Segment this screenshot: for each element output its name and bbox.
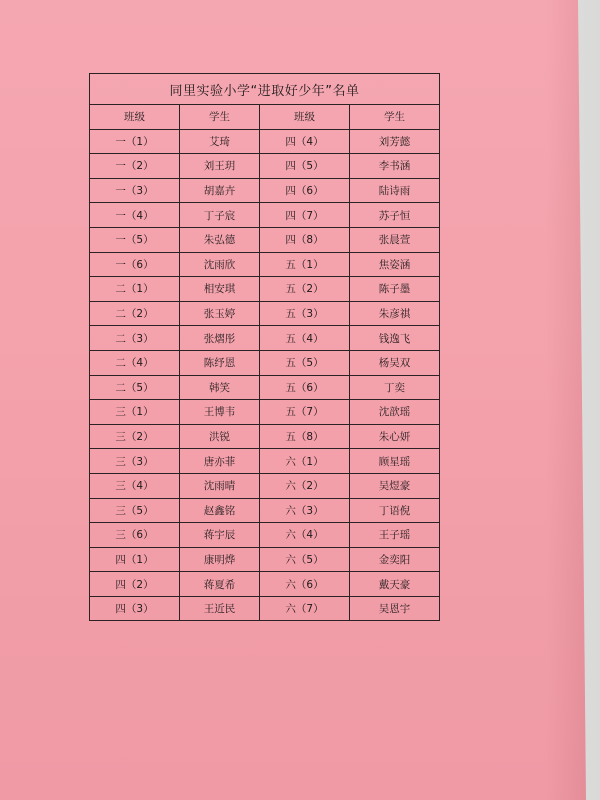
class-cell: 三（2） bbox=[90, 424, 180, 449]
student-cell: 赵鑫铭 bbox=[180, 498, 260, 523]
student-cell: 焦姿涵 bbox=[350, 252, 440, 277]
table-row bbox=[90, 375, 440, 400]
table-row bbox=[90, 277, 440, 302]
student-cell: 钱逸飞 bbox=[350, 326, 440, 351]
class-cell: 三（5） bbox=[90, 498, 180, 523]
class-cell: 五（5） bbox=[260, 350, 350, 375]
table-row bbox=[90, 498, 440, 523]
table-row bbox=[90, 301, 440, 326]
student-cell: 陈纾恩 bbox=[180, 350, 260, 375]
table-title: 同里实验小学“进取好少年”名单 bbox=[90, 74, 440, 105]
table-row bbox=[90, 129, 440, 154]
student-cell: 唐亦菲 bbox=[180, 449, 260, 474]
student-cell: 朱弘德 bbox=[180, 227, 260, 252]
class-cell: 三（4） bbox=[90, 473, 180, 498]
table-row bbox=[90, 473, 440, 498]
class-cell: 三（1） bbox=[90, 400, 180, 425]
class-cell: 四（3） bbox=[90, 596, 180, 621]
table-row bbox=[90, 154, 440, 179]
student-cell: 洪锐 bbox=[180, 424, 260, 449]
class-cell: 六（3） bbox=[260, 498, 350, 523]
table-row bbox=[90, 227, 440, 252]
student-cell: 李书涵 bbox=[350, 154, 440, 179]
student-cell: 顾星瑶 bbox=[350, 449, 440, 474]
class-cell: 六（5） bbox=[260, 547, 350, 572]
class-cell: 六（6） bbox=[260, 572, 350, 597]
table-row bbox=[90, 596, 440, 621]
class-cell: 一（4） bbox=[90, 203, 180, 228]
class-cell: 四（4） bbox=[260, 129, 350, 154]
student-cell: 张晨萱 bbox=[350, 227, 440, 252]
class-cell: 一（2） bbox=[90, 154, 180, 179]
class-cell: 五（7） bbox=[260, 400, 350, 425]
table-row bbox=[90, 547, 440, 572]
student-cell: 王近民 bbox=[180, 596, 260, 621]
header-student-1: 学生 bbox=[180, 105, 260, 130]
class-cell: 一（3） bbox=[90, 178, 180, 203]
student-cell: 吴恩宇 bbox=[350, 596, 440, 621]
class-cell: 四（7） bbox=[260, 203, 350, 228]
student-cell: 丁子宸 bbox=[180, 203, 260, 228]
class-cell: 五（6） bbox=[260, 375, 350, 400]
student-cell: 朱彦祺 bbox=[350, 301, 440, 326]
table-row bbox=[90, 178, 440, 203]
table-row bbox=[90, 449, 440, 474]
student-cell: 金奕阳 bbox=[350, 547, 440, 572]
student-cell: 相安琪 bbox=[180, 277, 260, 302]
class-cell: 四（5） bbox=[260, 154, 350, 179]
table-row bbox=[90, 400, 440, 425]
student-cell: 丁奕 bbox=[350, 375, 440, 400]
class-cell: 六（7） bbox=[260, 596, 350, 621]
class-cell: 四（1） bbox=[90, 547, 180, 572]
class-cell: 五（1） bbox=[260, 252, 350, 277]
student-cell: 沈歆瑶 bbox=[350, 400, 440, 425]
student-cell: 王博韦 bbox=[180, 400, 260, 425]
table-row bbox=[90, 350, 440, 375]
student-cell: 苏子恒 bbox=[350, 203, 440, 228]
table-row bbox=[90, 203, 440, 228]
student-cell: 王子瑶 bbox=[350, 523, 440, 548]
student-cell: 韩笑 bbox=[180, 375, 260, 400]
student-cell: 胡嘉卉 bbox=[180, 178, 260, 203]
header-student-2: 学生 bbox=[350, 105, 440, 130]
student-cell: 艾琦 bbox=[180, 129, 260, 154]
student-cell: 刘芳懿 bbox=[350, 129, 440, 154]
class-cell: 五（2） bbox=[260, 277, 350, 302]
table-row bbox=[90, 424, 440, 449]
student-cell: 刘王玥 bbox=[180, 154, 260, 179]
student-cell: 陈子墨 bbox=[350, 277, 440, 302]
class-cell: 五（8） bbox=[260, 424, 350, 449]
student-cell: 蒋宇辰 bbox=[180, 523, 260, 548]
table-row bbox=[90, 326, 440, 351]
class-cell: 二（5） bbox=[90, 375, 180, 400]
student-cell: 戴天豪 bbox=[350, 572, 440, 597]
student-cell: 杨吴双 bbox=[350, 350, 440, 375]
class-cell: 二（2） bbox=[90, 301, 180, 326]
class-cell: 一（5） bbox=[90, 227, 180, 252]
class-cell: 四（6） bbox=[260, 178, 350, 203]
student-cell: 康明烨 bbox=[180, 547, 260, 572]
class-cell: 二（1） bbox=[90, 277, 180, 302]
class-cell: 一（6） bbox=[90, 252, 180, 277]
class-cell: 五（3） bbox=[260, 301, 350, 326]
table-row bbox=[90, 252, 440, 277]
header-class-2: 班级 bbox=[260, 105, 350, 130]
class-cell: 六（1） bbox=[260, 449, 350, 474]
student-cell: 沈雨晴 bbox=[180, 473, 260, 498]
header-row bbox=[90, 105, 440, 130]
class-cell: 六（4） bbox=[260, 523, 350, 548]
header-class-1: 班级 bbox=[90, 105, 180, 130]
class-cell: 四（2） bbox=[90, 572, 180, 597]
class-cell: 三（6） bbox=[90, 523, 180, 548]
table-body bbox=[90, 129, 440, 621]
table-row bbox=[90, 572, 440, 597]
student-cell: 蒋夏希 bbox=[180, 572, 260, 597]
student-cell: 张玉婷 bbox=[180, 301, 260, 326]
class-cell: 五（4） bbox=[260, 326, 350, 351]
student-cell: 张熠彤 bbox=[180, 326, 260, 351]
student-cell: 陆诗雨 bbox=[350, 178, 440, 203]
class-cell: 三（3） bbox=[90, 449, 180, 474]
student-cell: 吴煜豪 bbox=[350, 473, 440, 498]
class-cell: 六（2） bbox=[260, 473, 350, 498]
class-cell: 二（4） bbox=[90, 350, 180, 375]
table-row bbox=[90, 523, 440, 548]
student-cell: 丁语倪 bbox=[350, 498, 440, 523]
class-cell: 二（3） bbox=[90, 326, 180, 351]
student-cell: 朱心妍 bbox=[350, 424, 440, 449]
honor-roll-table bbox=[89, 73, 440, 621]
class-cell: 四（8） bbox=[260, 227, 350, 252]
class-cell: 一（1） bbox=[90, 129, 180, 154]
title-row bbox=[90, 74, 440, 105]
student-cell: 沈雨欣 bbox=[180, 252, 260, 277]
